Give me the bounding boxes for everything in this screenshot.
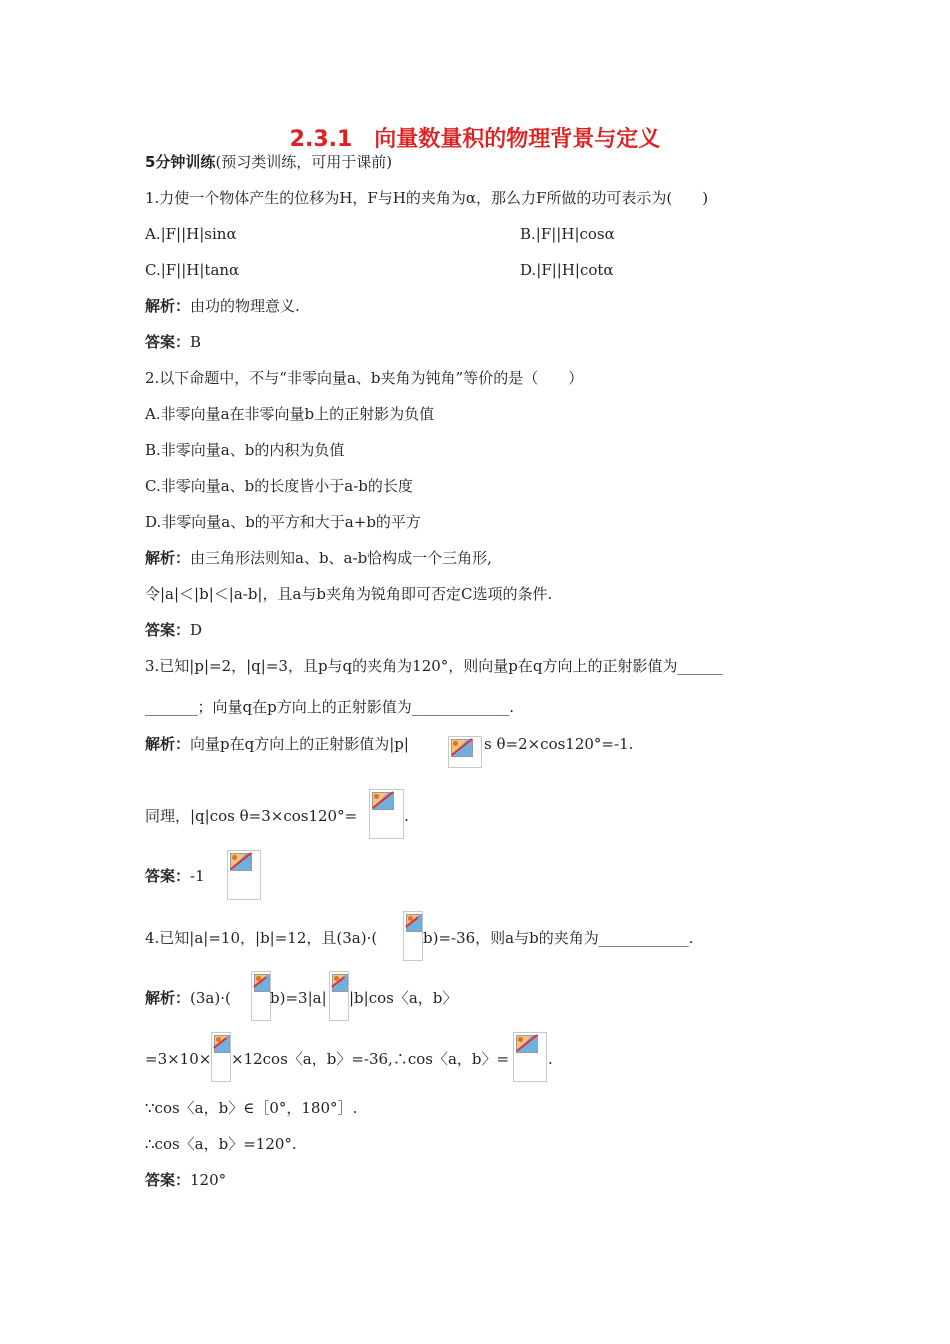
q4-analysis-1a — [145, 988, 231, 1008]
q1-option-a: A.|F||H|sinα — [145, 225, 237, 243]
q4-answer-text: 120° — [190, 1171, 227, 1189]
q3-answer — [145, 866, 205, 886]
q2-option-c: C.非零向量a、b的长度皆小于a-b的长度 — [145, 477, 413, 495]
q4-analysis-text-2c: . — [548, 1050, 553, 1068]
q4-analysis-text-1b: b)=3|a| — [270, 989, 327, 1007]
q2-option-a: A.非零向量a在非零向量b上的正射影为负值 — [145, 405, 435, 423]
q3-analysis-text-1b: s θ=2×cos120°=-1. — [484, 735, 634, 753]
q1-answer-label: 答案： — [145, 333, 191, 351]
q4-analysis-label: 解析： — [145, 989, 191, 1007]
q3-analysis-text-1a: 向量p在q方向上的正射影值为|p| — [190, 735, 409, 753]
q4-analysis-text-1a: (3a)·( — [190, 989, 231, 1007]
broken-image-icon — [251, 971, 271, 1021]
q3-answer-text: -1 — [190, 867, 205, 885]
q4-analysis-text-1c: |b|cos〈a，b〉 — [349, 989, 458, 1007]
q1-answer-text: B — [190, 333, 202, 351]
section-note: (预习类训练，可用于课前) — [215, 153, 393, 171]
q4-answer — [145, 1170, 226, 1190]
broken-image-icon — [403, 911, 423, 961]
page-title: 2.3.1 向量数量积的物理背景与定义 — [289, 127, 661, 152]
q2-stem: 2.以下命题中，不与“非零向量a、b夹角为钝角”等价的是（ ） — [145, 369, 584, 387]
q3-analysis-label: 解析： — [145, 735, 191, 753]
q3-stem-2: _______；向量q在p方向上的正射影值为_____________. — [145, 698, 514, 716]
q2-answer-label: 答案： — [145, 621, 191, 639]
broken-image-icon — [211, 1032, 231, 1082]
broken-image-icon — [448, 736, 482, 768]
q2-option-b: B.非零向量a、b的内积为负值 — [145, 441, 345, 459]
q4-analysis-line-3: ∵cos〈a，b〉∈［0°，180°］. — [145, 1099, 358, 1117]
q1-option-b: B.|F||H|cosα — [520, 225, 615, 243]
q1-analysis — [145, 296, 300, 316]
q1-option-c: C.|F||H|tanα — [145, 261, 240, 279]
broken-image-icon — [329, 971, 349, 1021]
q3-analysis-text-2a: 同理，|q|cos θ=3×cos120°= — [145, 807, 358, 825]
broken-image-icon — [513, 1032, 547, 1082]
q4-stem-b: b)=-36，则a与b的夹角为____________. — [423, 929, 694, 947]
q2-answer-text: D — [190, 621, 203, 639]
broken-image-icon — [227, 850, 261, 900]
q4-answer-label: 答案： — [145, 1171, 191, 1189]
q3-analysis-text-2b: . — [404, 807, 409, 825]
q2-analysis-2: 令|a|＜|b|＜|a-b|，且a与b夹角为锐角即可否定C选项的条件. — [145, 585, 553, 603]
q2-analysis-1 — [145, 548, 492, 568]
q1-analysis-label: 解析： — [145, 297, 191, 315]
q1-option-d: D.|F||H|cotα — [520, 261, 614, 279]
q4-analysis-text-2a: =3×10× — [145, 1050, 212, 1068]
q4-analysis-text-2b: ×12cos〈a，b〉=-36,∴cos〈a，b〉= — [231, 1050, 510, 1068]
q2-analysis-label: 解析： — [145, 549, 191, 567]
q2-analysis-text-1: 由三角形法则知a、b、a-b恰构成一个三角形, — [190, 549, 492, 567]
q2-option-d: D.非零向量a、b的平方和大于a+b的平方 — [145, 513, 421, 531]
section-label: 5分钟训练 — [145, 153, 216, 171]
q2-answer — [145, 620, 202, 640]
q1-analysis-text: 由功的物理意义. — [190, 297, 300, 315]
q1-answer — [145, 332, 201, 352]
q3-stem-1: 3.已知|p|=2，|q|=3，且p与q的夹角为120°，则向量p在q方向上的正射影值为______ — [145, 657, 723, 675]
q4-analysis-line-4: ∴cos〈a，b〉=120°. — [145, 1135, 297, 1153]
q1-stem: 1.力使一个物体产生的位移为H，F与H的夹角为α，那么力F所做的功可表示为( ) — [145, 189, 709, 207]
q4-stem-a: 4.已知|a|=10，|b|=12，且(3a)·( — [145, 929, 378, 947]
broken-image-icon — [369, 789, 404, 839]
q3-answer-label: 答案： — [145, 867, 191, 885]
section-heading — [145, 152, 392, 172]
q3-analysis-1a — [145, 734, 409, 754]
